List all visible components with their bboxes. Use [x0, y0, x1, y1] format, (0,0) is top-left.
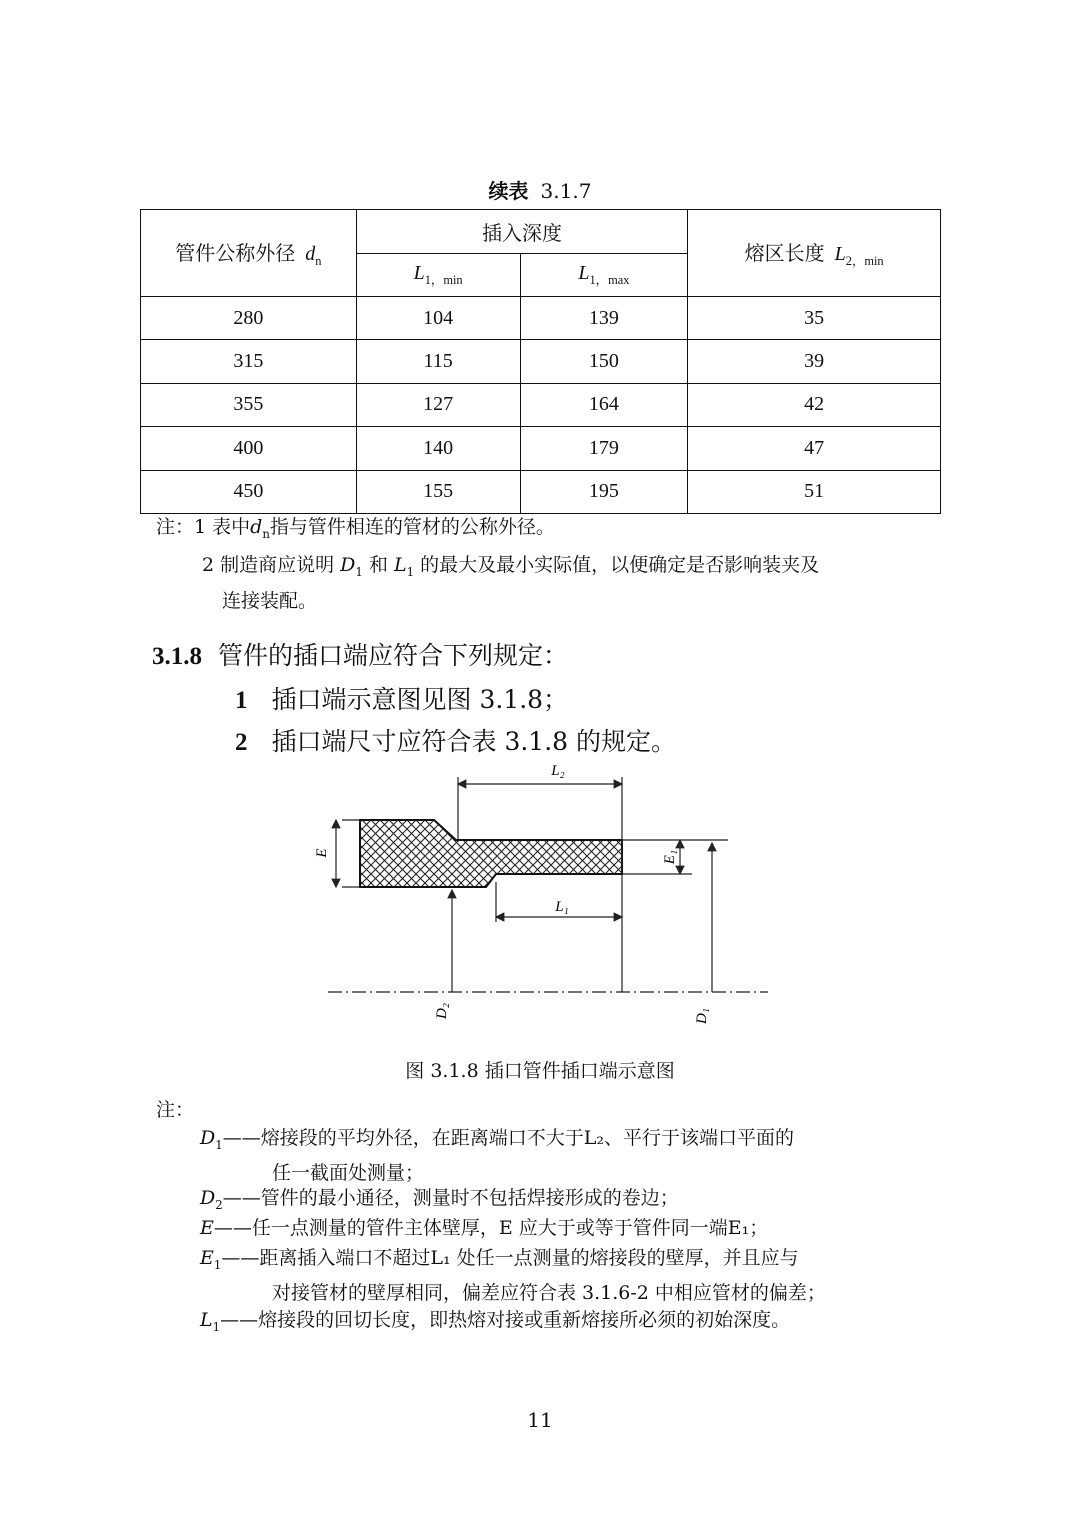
list-item: 2 插口端尺寸应符合表 3.1.8 的规定。 [235, 727, 677, 756]
table-note-1: 注：1 表中$d_n$指与管件相连的管材的公称外径。 [156, 516, 555, 541]
label-d1: D₁ [694, 1007, 710, 1025]
figure-caption: 图 3.1.8 插口管件插口端示意图 [405, 1060, 675, 1082]
header-fusion-length: 熔区长度 $L_{2,min}$ [688, 210, 941, 297]
definition-d2: $D_2——$管件的最小通径，测量时不包括焊接形成的卷边； [200, 1187, 679, 1212]
label-l2: L₂ [551, 763, 565, 779]
definition-e1: $E_1——$距离插入端口不超过L₁ 处任一点测量的熔接段的壁厚，并且应与 对接管材的壁厚相同，偏差应符合表 3.1.6-2 中相应管材的偏差； [200, 1247, 826, 1304]
table-row: 400 140 179 47 [141, 427, 941, 470]
table-title-number: 3.1.7 [540, 179, 592, 203]
section-heading: 3.1.8 管件的插口端应符合下列规定： [152, 641, 569, 670]
table-row: 355 127 164 42 [141, 383, 941, 426]
definition-l1: $L_1——$熔接段的回切长度，即热熔对接或重新熔接所必须的初始深度。 [200, 1309, 791, 1334]
list-item: 1 插口端示意图见图 3.1.8； [235, 685, 569, 714]
table-row: 450 155 195 51 [141, 470, 941, 513]
definitions-label: 注： [156, 1099, 195, 1121]
spigot-end-diagram [308, 757, 770, 1047]
fitting-body-hatched [360, 820, 622, 887]
definition-d1: $D_1——$熔接段的平均外径，在距离端口不大于L₂、平行于该端口平面的 任一截面处测量； [200, 1127, 794, 1184]
label-d2: D₂ [434, 1002, 450, 1020]
header-insertion-depth: 插入深度 [356, 210, 688, 254]
label-l1: L₁ [555, 899, 569, 915]
header-nominal-diameter: 管件公称外径 $d_n$ [141, 210, 357, 297]
dimension-table [140, 209, 941, 514]
header-l1-min: $L_{1,min}$ [356, 254, 520, 297]
table-title [0, 175, 1080, 204]
definition-e: E——任一点测量的管件主体壁厚，E 应大于或等于管件同一端E₁； [200, 1217, 769, 1239]
page-number: 11 [527, 1408, 553, 1432]
table-row: 315 115 150 39 [141, 340, 941, 383]
table-title-label: 续表 [488, 179, 529, 203]
header-l1-max: $L_{1,max}$ [520, 254, 688, 297]
table-row: 280 104 139 35 [141, 297, 941, 340]
table-note-2: 2 制造商应说明 $D_1$ 和 $L_1$ 的最大及最小实际值，以便确定是否影响装夹及 连接装配。 [202, 554, 820, 612]
label-e1: E₁ [662, 849, 678, 865]
label-e: E [314, 848, 330, 858]
